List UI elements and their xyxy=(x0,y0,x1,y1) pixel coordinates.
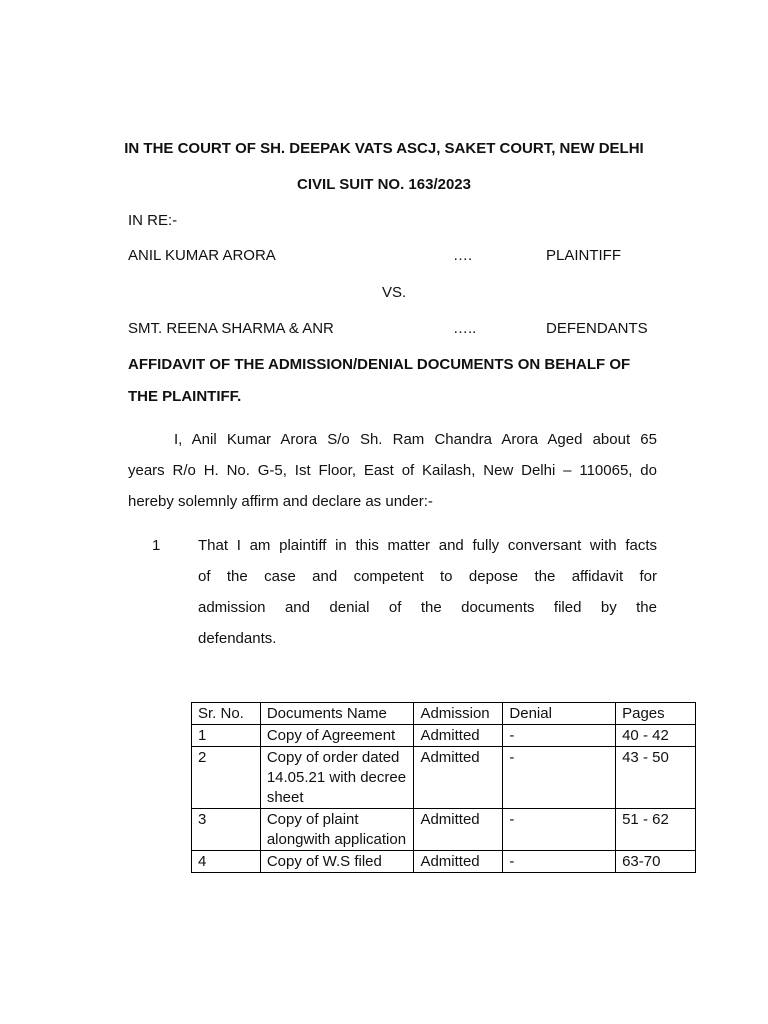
table-header-row xyxy=(192,703,696,725)
header-cell: Documents Name xyxy=(260,703,414,725)
header-cell: Sr. No. xyxy=(192,703,261,725)
suit-number: CIVIL SUIT NO. 163/2023 xyxy=(297,176,471,193)
table-cell: Copy of W.S filed xyxy=(260,851,414,873)
plaintiff-dots: …. xyxy=(453,247,473,264)
plaintiff-role: PLAINTIFF xyxy=(546,247,622,264)
intro-line: years R/o H. No. G-5, Ist Floor, East of Kailash, New Delhi – 110065, do xyxy=(128,462,657,479)
table-cell: 63-70 xyxy=(616,851,696,873)
point-paragraph xyxy=(198,530,657,654)
table-cell: 43 - 50 xyxy=(616,747,696,809)
table-cell: 4 xyxy=(192,851,261,873)
table-cell: - xyxy=(503,851,616,873)
header-cell: Pages xyxy=(616,703,696,725)
table-cell: - xyxy=(503,725,616,747)
table-cell: Admitted xyxy=(414,809,503,851)
table-cell: Admitted xyxy=(414,851,503,873)
point-number: 1 xyxy=(152,537,161,554)
defendant-dots: ….. xyxy=(453,320,477,337)
point-line: of the case and competent to depose the affidavit for xyxy=(198,568,657,585)
point-line: That I am plaintiff in this matter and fully conversant with facts xyxy=(198,537,657,554)
table-cell: 40 - 42 xyxy=(616,725,696,747)
affidavit-title-line1: AFFIDAVIT OF THE ADMISSION/DENIAL DOCUMENTS ON BEHALF OF xyxy=(128,356,631,373)
plaintiff-name: ANIL KUMAR ARORA xyxy=(128,247,276,264)
table-cell: - xyxy=(503,747,616,809)
affidavit-title-line2: THE PLAINTIFF. xyxy=(128,388,242,405)
table-row xyxy=(192,851,696,873)
table-row xyxy=(192,809,696,851)
header-cell: Admission xyxy=(414,703,503,725)
header-cell: Denial xyxy=(503,703,616,725)
defendant-role: DEFENDANTS xyxy=(546,320,648,337)
table-cell: Copy of Agreement xyxy=(260,725,414,747)
table-cell: Copy of order dated 14.05.21 with decree sheet xyxy=(260,747,414,809)
intro-line: I, Anil Kumar Arora S/o Sh. Ram Chandra Arora Aged about 65 xyxy=(174,431,657,448)
table-cell: 1 xyxy=(192,725,261,747)
table-row xyxy=(192,747,696,809)
table-cell: Copy of plaint alongwith application xyxy=(260,809,414,851)
table-cell: Admitted xyxy=(414,747,503,809)
table-cell: Admitted xyxy=(414,725,503,747)
documents-table xyxy=(191,702,696,873)
point-line: defendants. xyxy=(198,630,277,647)
court-heading: IN THE COURT OF SH. DEEPAK VATS ASCJ, SAKET COURT, NEW DELHI xyxy=(124,140,644,157)
intro-paragraph xyxy=(128,424,657,517)
intro-line: hereby solemnly affirm and declare as under:- xyxy=(128,493,433,510)
table-cell: - xyxy=(503,809,616,851)
table-cell: 3 xyxy=(192,809,261,851)
in-re-label: IN RE:- xyxy=(128,212,178,229)
table-row xyxy=(192,725,696,747)
defendant-name: SMT. REENA SHARMA & ANR xyxy=(128,320,334,337)
point-line: admission and denial of the documents filed by the xyxy=(198,599,657,616)
table-cell: 51 - 62 xyxy=(616,809,696,851)
versus-label: VS. xyxy=(382,284,407,301)
table-cell: 2 xyxy=(192,747,261,809)
